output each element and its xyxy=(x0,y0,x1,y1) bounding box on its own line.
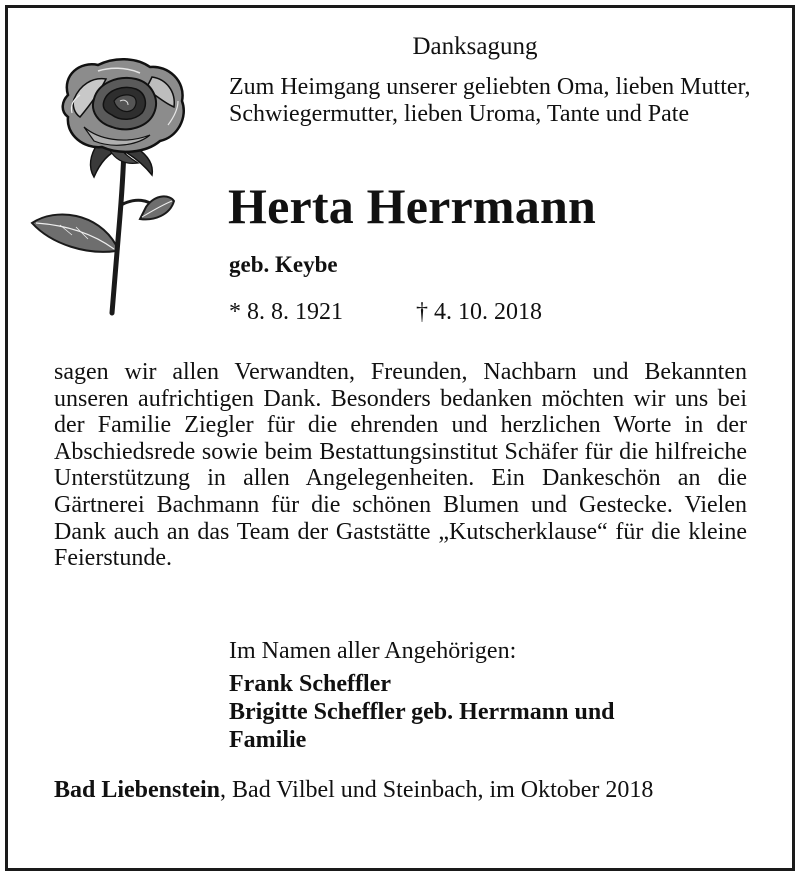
deceased-name: Herta Herrmann xyxy=(228,178,596,234)
signature-intro: Im Namen aller Angehörigen: xyxy=(229,638,517,664)
signer-name: Familie xyxy=(229,727,307,753)
location-rest: , Bad Vilbel und Steinbach, im Oktober 2018 xyxy=(220,777,654,803)
signers-list xyxy=(229,670,615,754)
location-primary: Bad Liebenstein xyxy=(54,777,221,803)
life-dates xyxy=(229,296,542,328)
rose-icon xyxy=(28,55,196,317)
death-date: † 4. 10. 2018 xyxy=(416,299,542,325)
thanks-body: sagen wir allen Verwandten, Freunden, Nachbarn und Bekannten unseren aufrichtigen Dank. Besonders bedanken möchten wir uns bei der Familie Ziegler für die ehrenden und herzlichen Worte in der Abschiedsrede sowie beim Bestattungsinstitut Schäfer für die hilfreiche Unterstützung in allen Angelegenheiten. Ein Dankeschön an die Gärtnerei Bachmann für die schönen Blumen und Gestecke. Vielen Dank auch an das Team der Gaststätte „Kutscherklause“ für die kleine Feierstunde. xyxy=(54,359,747,572)
heading-danksagung: Danksagung xyxy=(412,33,538,60)
location-date xyxy=(54,776,747,804)
signer-name: Brigitte Scheffler geb. Herrmann und xyxy=(229,699,615,725)
birth-name: geb. Keybe xyxy=(229,252,338,277)
signer-name: Frank Scheffler xyxy=(229,671,391,697)
intro-text: Zum Heimgang unserer geliebten Oma, lieben Mutter, Schwiegermutter, lieben Uroma, Tante und Pate xyxy=(229,74,751,127)
birth-date: * 8. 8. 1921 xyxy=(229,299,343,325)
